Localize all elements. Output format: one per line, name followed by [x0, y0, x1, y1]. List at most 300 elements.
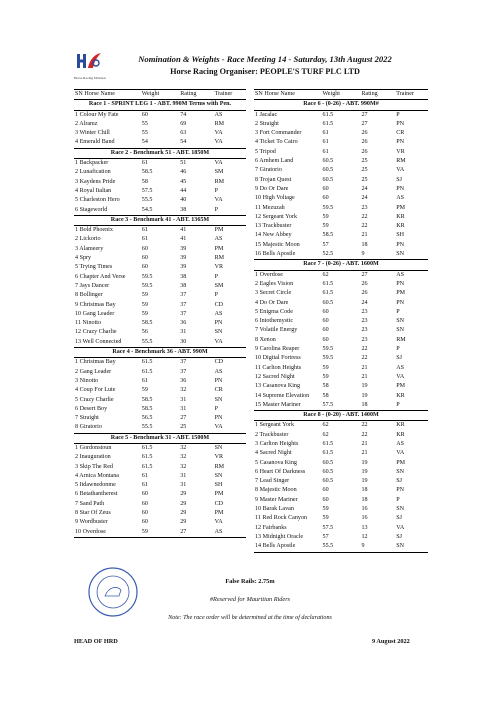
trainer-cell: P: [214, 273, 218, 280]
trainer-cell: P: [396, 111, 400, 118]
weight-cell: 57.5: [322, 401, 334, 408]
trainer-cell: VA: [396, 373, 405, 380]
weight-cell: 61.5: [322, 450, 334, 457]
left-races-table: [74, 89, 246, 538]
table-row: [74, 291, 246, 300]
race-header: [254, 411, 428, 421]
horse-name-cell: 9 Do Or Dare: [255, 185, 289, 192]
trainer-cell: PN: [396, 299, 405, 306]
weight-cell: 60: [141, 510, 148, 517]
race-title: Race 1 - SPRINT LEG 1 - ABT. 990M Terms with Pen.: [74, 100, 246, 110]
rating-cell: 22: [361, 431, 368, 438]
weight-cell: 60: [322, 496, 329, 503]
table-row: [74, 358, 246, 368]
horse-name-cell: 13 Trackbuster: [255, 223, 292, 230]
horse-name-cell: 9 Carolina Reaper: [255, 346, 300, 353]
trainer-cell: AS: [214, 310, 223, 317]
weight-cell: 62: [322, 271, 329, 278]
weight-cell: 59: [322, 506, 329, 513]
horse-name-cell: 4 Arnica Montana: [75, 472, 119, 479]
table-row: [74, 168, 246, 177]
table-row: [74, 129, 246, 138]
rating-cell: 31: [180, 396, 187, 403]
weight-cell: 61.5: [322, 111, 334, 118]
table-row: [74, 328, 246, 337]
table-row: [74, 414, 246, 423]
table-row: [254, 280, 428, 289]
horse-name-cell: 1 Christmas Bay: [75, 359, 116, 366]
horse-name-cell: 9 Master Mariner: [255, 496, 298, 503]
weight-cell: 59: [322, 223, 329, 230]
table-row: [74, 178, 246, 187]
horse-name-cell: 11 Red Rock Canyon: [255, 515, 308, 522]
horse-name-cell: 4 Coup For Lute: [75, 387, 116, 394]
table-row: [254, 185, 428, 194]
horse-name-cell: 15 Master Mariner: [255, 401, 301, 408]
trainer-cell: RM: [396, 336, 406, 343]
rating-cell: 21: [361, 440, 368, 447]
horse-name-cell: 8 Trojan Quest: [255, 176, 292, 183]
rating-cell: 41: [180, 236, 187, 243]
trainer-cell: CD: [214, 500, 224, 507]
table-row: [74, 405, 246, 414]
rating-cell: 26: [361, 139, 368, 146]
horse-name-cell: 4 Sacred Night: [255, 450, 292, 457]
horse-name-cell: 6 Chapter And Verse: [75, 273, 126, 280]
horse-name-cell: 9 Wordbuster: [75, 519, 108, 526]
weight-cell: 57.5: [322, 524, 334, 531]
rating-cell: 21: [361, 232, 368, 239]
race-header: [254, 260, 428, 270]
trainer-cell: VR: [214, 454, 224, 461]
weight-cell: 59: [141, 528, 179, 538]
weight-cell: 60: [322, 195, 329, 202]
horse-name-cell: 5 Casanova King: [255, 459, 297, 466]
trainer-cell: CR: [214, 387, 223, 394]
col-horse-name: SN Horse Name: [254, 90, 322, 100]
trainer-cell: SN: [396, 468, 405, 475]
trainer-cell: KR: [396, 392, 405, 399]
trainer-cell: SN: [214, 472, 223, 479]
horse-name-cell: 1 Bold Phoenix: [75, 227, 113, 234]
table-header: [74, 90, 246, 100]
trainer-cell: PN: [214, 415, 223, 422]
rating-cell: 31: [180, 329, 187, 336]
weight-cell: 59.5: [322, 355, 334, 362]
table-row: [74, 187, 246, 196]
horse-name-cell: 8 Majestic Moon: [255, 487, 297, 494]
weight-cell: 59.5: [141, 273, 153, 280]
weight-cell: 59: [322, 373, 329, 380]
rating-cell: 36: [180, 320, 187, 327]
horse-name-cell: 4 Ticket To Cairo: [255, 139, 298, 146]
rating-cell: 44: [180, 187, 187, 194]
table-row: [74, 196, 246, 205]
table-row: [74, 443, 246, 453]
horse-name-cell: 12 Sergeant York: [255, 213, 298, 220]
rating-cell: 22: [361, 355, 368, 362]
race-header: [74, 433, 246, 443]
weight-cell: 55.5: [141, 424, 153, 431]
horse-name-cell: 5 Enigma Code: [255, 308, 293, 315]
trainer-cell: AS: [214, 236, 223, 243]
page-title: Nomination & Weights - Race Meeting 14 - Saturday, 13th August 2022: [138, 54, 392, 64]
table-row: [254, 176, 428, 185]
rating-cell: 12: [361, 533, 368, 540]
rating-cell: 24: [361, 299, 368, 306]
weight-cell: 60.5: [322, 459, 334, 466]
horse-name-cell: 3 Alameery: [75, 245, 104, 252]
horse-name-cell: 8 Xenon: [255, 336, 276, 343]
trainer-cell: SJ: [396, 533, 402, 540]
horse-name-cell: 6 Stageworld: [75, 206, 108, 213]
col-rating: Rating: [360, 90, 395, 100]
rating-cell: 27: [361, 111, 368, 118]
race-title: Race 8 - (0-20) - ABT. 1400M: [254, 411, 428, 421]
horse-name-cell: 1 Backpacker: [75, 160, 109, 167]
weight-cell: 59: [141, 310, 148, 317]
rating-cell: 37: [180, 359, 187, 366]
trainer-cell: PN: [396, 241, 405, 248]
horse-name-cell: 9 Christmas Bay: [75, 301, 116, 308]
horse-name-cell: 6 Intothemystic: [255, 318, 294, 325]
weight-cell: 61: [141, 482, 148, 489]
table-row: [74, 481, 246, 490]
weight-cell: 60.5: [322, 478, 334, 485]
trainer-cell: P: [214, 187, 218, 194]
table-row: [74, 138, 246, 148]
weight-cell: 61.5: [322, 120, 334, 127]
weight-cell: 59: [141, 301, 148, 308]
trainer-cell: AS: [396, 271, 405, 278]
table-row: [254, 308, 428, 317]
trainer-cell: VA: [396, 524, 405, 531]
horse-name-cell: 12 Sacred Night: [255, 373, 295, 380]
weight-cell: 62: [322, 431, 329, 438]
rating-cell: 29: [180, 519, 187, 526]
table-row: [254, 317, 428, 326]
weight-cell: 58.5: [141, 396, 153, 403]
rating-cell: 22: [361, 422, 368, 429]
rating-cell: 18: [361, 241, 368, 248]
table-row: [254, 194, 428, 203]
horse-name-cell: 10 Digital Fortress: [255, 355, 301, 362]
trainer-cell: VA: [214, 197, 223, 204]
weight-cell: 58.5: [141, 405, 153, 412]
weight-cell: 59.5: [322, 346, 334, 353]
rating-cell: 63: [180, 130, 187, 137]
table-row: [74, 245, 246, 254]
race-header: [74, 100, 246, 110]
race-header: [74, 215, 246, 225]
table-row: [74, 500, 246, 509]
weight-cell: 52.5: [322, 251, 334, 258]
table-row: [254, 533, 428, 542]
trainer-cell: VR: [396, 148, 405, 155]
rating-cell: 19: [361, 459, 368, 466]
rating-cell: 26: [361, 148, 368, 155]
rating-cell: 26: [361, 130, 368, 137]
trainer-cell: RM: [214, 463, 225, 470]
table-row: [254, 440, 428, 449]
trainer-cell: CD: [214, 359, 224, 366]
rating-cell: 27: [361, 120, 368, 127]
rating-cell: 18: [361, 487, 368, 494]
trainer-cell: VA: [214, 139, 223, 146]
horse-name-cell: 10 High Voltage: [255, 195, 295, 202]
race-title: Race 5 - Benchmark 31 - ABT. 1500M: [74, 433, 246, 443]
horse-name-cell: 5 Tripod: [255, 148, 276, 155]
weight-cell: 61.5: [141, 463, 153, 470]
rating-cell: 23: [361, 308, 368, 315]
table-row: [254, 421, 428, 431]
table-row: [74, 254, 246, 263]
weight-cell: 60.5: [322, 176, 334, 183]
trainer-cell: SN: [395, 542, 428, 552]
table-row: [74, 338, 246, 348]
table-row: [74, 518, 246, 527]
rating-cell: 21: [361, 364, 368, 371]
rating-cell: 38: [180, 273, 187, 280]
horse-name-cell: 3 Fort Commander: [255, 130, 302, 137]
table-row: [254, 299, 428, 308]
horse-name-cell: 5 Crazy Charlie: [75, 396, 114, 403]
horse-name-cell: 1 Colour My Fate: [75, 111, 119, 118]
rating-cell: 32: [180, 454, 187, 461]
horse-name-cell: 5 Charleston Hero: [75, 197, 120, 204]
horse-name-cell: 5 Trying Times: [75, 264, 113, 271]
table-row: [74, 301, 246, 310]
table-header: [254, 90, 428, 100]
trainer-cell: AS: [214, 111, 223, 118]
trainer-cell: P: [396, 308, 400, 315]
trainer-cell: SJ: [396, 355, 402, 362]
weight-cell: 61: [141, 160, 148, 167]
trainer-cell: VA: [396, 167, 405, 174]
table-row: [254, 542, 428, 552]
table-row: [74, 463, 246, 472]
weight-cell: 60: [141, 255, 148, 262]
table-row: [254, 148, 428, 157]
table-row: [74, 386, 246, 395]
horse-name-cell: 7 Volatile Energy: [255, 327, 298, 334]
weight-cell: 58.5: [141, 169, 153, 176]
weight-cell: 59: [141, 292, 148, 299]
rating-cell: 25: [361, 167, 368, 174]
rating-cell: 25: [180, 424, 187, 431]
rating-cell: 39: [180, 264, 187, 271]
rating-cell: 41: [180, 227, 187, 234]
trainer-cell: PM: [214, 245, 224, 252]
trainer-cell: SN: [396, 251, 405, 258]
trainer-cell: RM: [214, 178, 225, 185]
table-row: [74, 235, 246, 244]
horse-name-cell: 3 Carlton Heights: [255, 440, 299, 447]
table-row: [74, 273, 246, 282]
table-row: [74, 453, 246, 462]
horse-name-cell: 4 Spry: [75, 255, 92, 262]
trainer-cell: PM: [214, 491, 224, 498]
horse-name-cell: 6 Betathantherest: [75, 491, 118, 498]
trainer-cell: KR: [396, 431, 405, 438]
race-header: [74, 348, 246, 358]
rating-cell: 51: [180, 160, 187, 167]
race-title: Race 2 - Benchmark 51 - ABT. 1850M: [74, 148, 246, 158]
table-row: [254, 250, 428, 260]
weight-cell: 61.5: [322, 440, 334, 447]
weight-cell: 61: [322, 148, 329, 155]
trainer-cell: SM: [214, 169, 224, 176]
table-row: [254, 449, 428, 458]
rating-cell: 18: [361, 496, 368, 503]
weight-cell: 59: [322, 515, 329, 522]
trainer-cell: P: [396, 496, 400, 503]
rating-cell: 27: [361, 271, 368, 278]
rating-cell: 21: [361, 373, 368, 380]
trainer-cell: PM: [396, 290, 406, 297]
trainer-cell: KR: [396, 223, 405, 230]
rating-cell: 69: [180, 120, 187, 127]
horse-name-cell: 1 Sergeant York: [255, 422, 294, 429]
horse-name-cell: 11 Carlton Heights: [255, 364, 302, 371]
false-rails: False Rails: 2.75m: [225, 578, 275, 585]
table-row: [74, 310, 246, 319]
table-row: [74, 226, 246, 236]
table-row: [74, 263, 246, 272]
weight-cell: 61.5: [322, 280, 334, 287]
rating-cell: 32: [180, 444, 187, 451]
horse-name-cell: 7 Giratorio: [255, 167, 282, 174]
rating-cell: 9: [361, 251, 365, 258]
race-order-note: Note: The race order will be determined at the time of declarations: [168, 615, 332, 621]
horse-name-cell: 13 Midnight Oracle: [255, 533, 304, 540]
horse-name-cell: 2 Gang Leader: [75, 368, 112, 375]
table-row: [254, 336, 428, 345]
weight-cell: 60: [322, 185, 329, 192]
table-row: [254, 401, 428, 411]
horse-name-cell: 8 Giratorio: [75, 424, 102, 431]
weight-cell: 55: [141, 130, 148, 137]
weight-cell: 60: [141, 264, 148, 271]
horse-name-cell: 4 Do Or Dare: [255, 299, 289, 306]
rating-cell: 38: [180, 206, 187, 213]
horse-name-cell: 15 Majestic Moon: [255, 241, 300, 248]
trainer-cell: SN: [214, 444, 223, 451]
table-row: [254, 382, 428, 391]
weight-cell: 62: [322, 422, 329, 429]
trainer-cell: AS: [396, 195, 405, 202]
table-row: [254, 241, 428, 250]
table-row: [254, 364, 428, 373]
horse-name-cell: 2 Eagles Vision: [255, 280, 294, 287]
horse-name-cell: 3 Secret Circle: [255, 290, 292, 297]
trainer-cell: SJ: [396, 478, 402, 485]
weight-cell: 60.5: [322, 299, 334, 306]
rating-cell: 16: [361, 506, 368, 513]
trainer-cell: SM: [214, 282, 224, 289]
trainer-cell: VA: [214, 424, 223, 431]
rating-cell: 30: [180, 338, 187, 345]
horse-name-cell: 8 Bollinger: [75, 292, 103, 299]
table-row: [254, 486, 428, 495]
table-row: [254, 345, 428, 354]
col-weight: Weight: [322, 90, 361, 100]
rating-cell: 31: [180, 482, 187, 489]
trainer-cell: P: [396, 346, 400, 353]
table-row: [74, 110, 246, 120]
table-row: [254, 524, 428, 533]
weight-cell: 61: [322, 139, 329, 146]
table-row: [254, 138, 428, 147]
weight-cell: 59: [322, 213, 329, 220]
table-row: [254, 392, 428, 401]
rating-cell: 29: [180, 510, 187, 517]
weight-cell: 58: [322, 383, 329, 390]
rating-cell: 31: [180, 472, 187, 479]
horse-name-cell: 10 Barak Lavan: [255, 506, 294, 513]
weight-cell: 60.5: [322, 167, 334, 174]
rating-cell: 25: [361, 176, 368, 183]
rating-cell: 18: [361, 401, 368, 408]
table-row: [254, 459, 428, 468]
head-of-hrd: HEAD OF HRD: [74, 638, 118, 645]
rating-cell: 26: [361, 280, 368, 287]
rating-cell: 45: [180, 178, 187, 185]
rating-cell: 27: [179, 528, 213, 538]
col-weight: Weight: [141, 90, 179, 100]
rating-cell: 16: [361, 515, 368, 522]
horse-name-cell: 14 New Abbey: [255, 232, 292, 239]
reserved-note: #Reserved for Mauritian Riders: [209, 596, 291, 603]
trainer-cell: SH: [396, 232, 405, 239]
weight-cell: 61: [322, 130, 329, 137]
trainer-cell: CD: [214, 301, 224, 308]
trainer-cell: PN: [214, 320, 223, 327]
horse-name-cell: 2 Inauguration: [75, 454, 111, 461]
rating-cell: 23: [361, 204, 368, 211]
rating-cell: 32: [180, 463, 187, 470]
weight-cell: 61.5: [141, 359, 153, 366]
horse-name-cell: 3 Winter Chill: [75, 130, 110, 137]
table-row: [74, 472, 246, 481]
race-title: Race 3 - Benchmark 41 - ABT. 1365M: [74, 215, 246, 225]
horse-name-cell: 10 Overdose: [74, 528, 141, 538]
rating-cell: 24: [361, 185, 368, 192]
table-row: [74, 396, 246, 405]
right-races-table: [254, 89, 428, 553]
rating-cell: 19: [361, 383, 368, 390]
table-row: [74, 120, 246, 129]
horse-name-cell: 2 Alramz: [75, 120, 98, 127]
col-horse-name: SN Horse Name: [74, 90, 141, 100]
race-title: Race 4 - Benchmark 36 - ABT. 990M: [74, 348, 246, 358]
horse-name-cell: 2 Lickorio: [75, 236, 101, 243]
trainer-cell: P: [214, 292, 218, 299]
rating-cell: 19: [361, 392, 368, 399]
rating-cell: 24: [361, 195, 368, 202]
trainer-cell: VA: [396, 450, 405, 457]
rating-cell: 26: [361, 290, 368, 297]
trainer-cell: PN: [396, 139, 405, 146]
horse-name-cell: 7 Jays Dancer: [75, 282, 110, 289]
table-row: [254, 157, 428, 166]
trainer-cell: PM: [214, 227, 224, 234]
table-row: [74, 319, 246, 328]
trainer-cell: KR: [396, 422, 405, 429]
weight-cell: 56.5: [141, 415, 153, 422]
trainer-cell: VA: [214, 338, 223, 345]
logo-caption: Horse Racing Division: [73, 76, 107, 80]
